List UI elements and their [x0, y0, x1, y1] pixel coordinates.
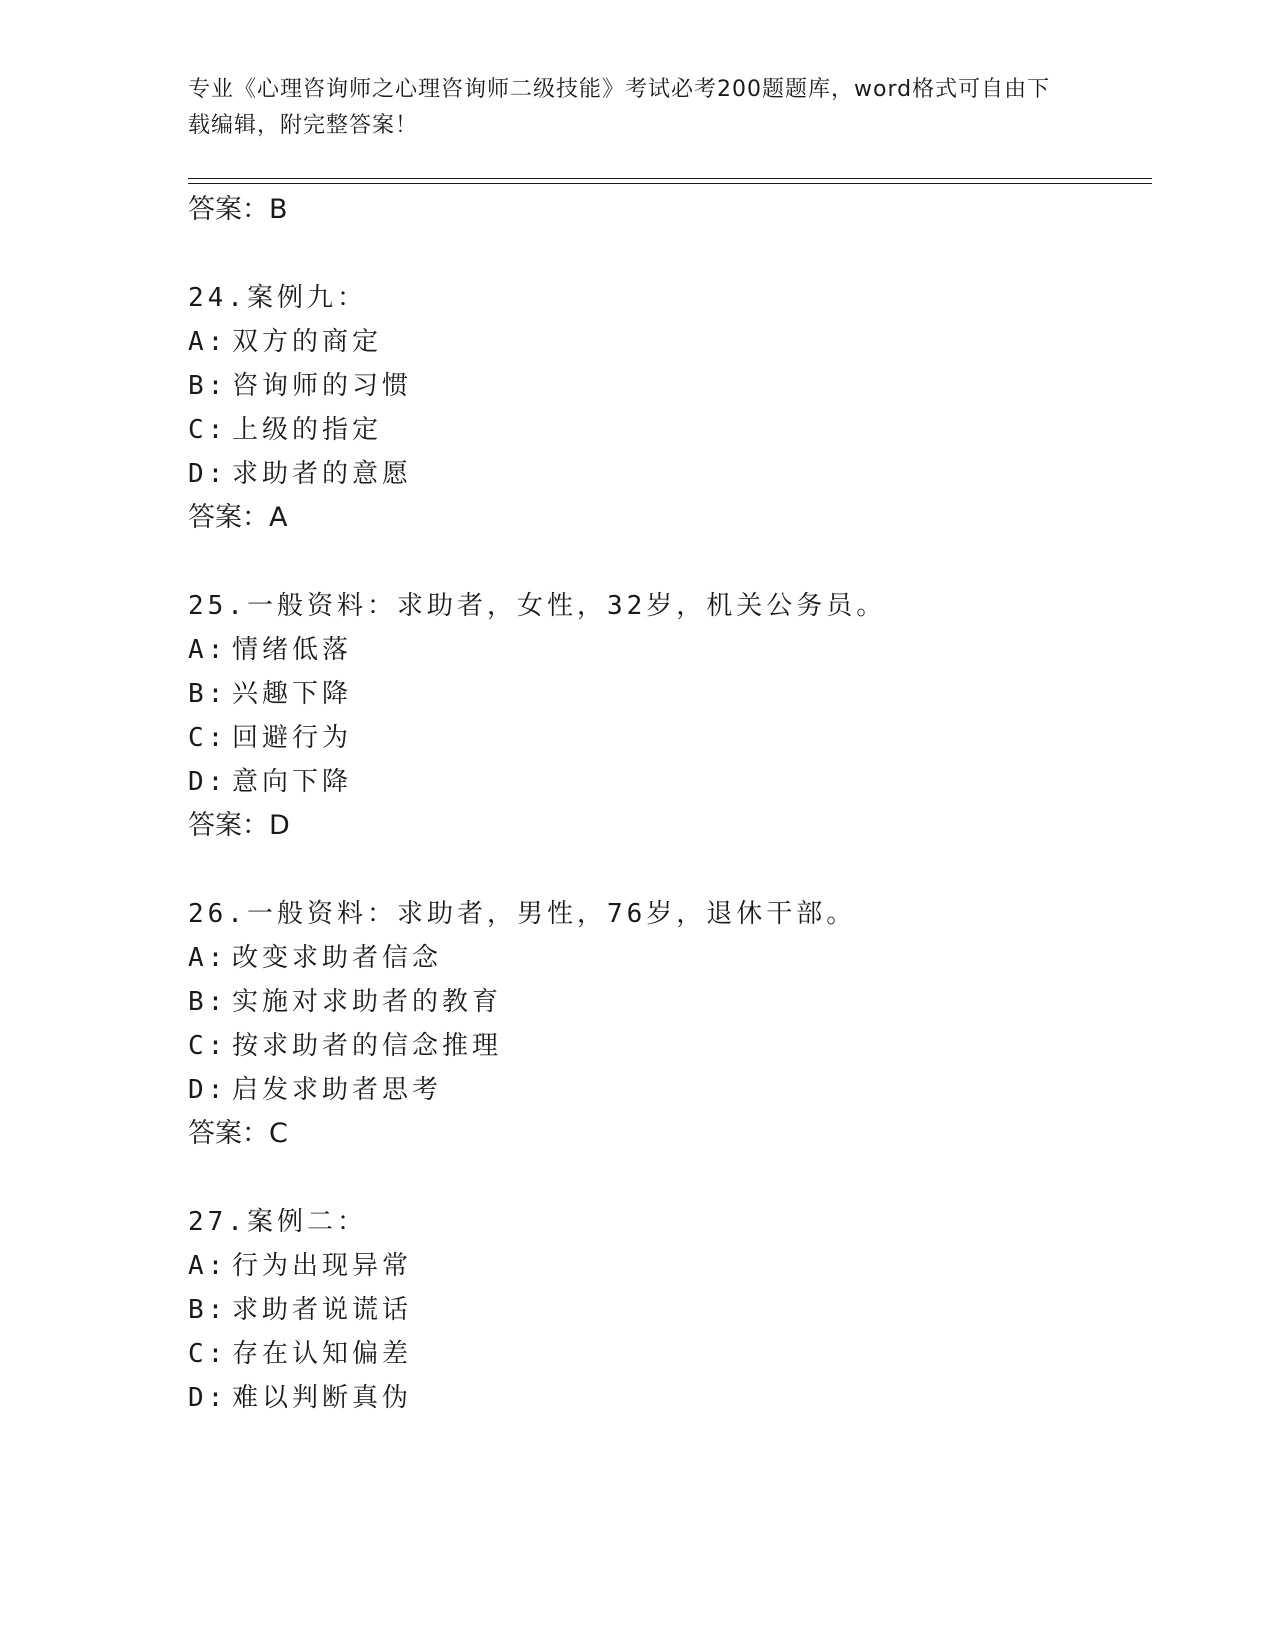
option-letter: B:: [188, 371, 228, 401]
option-c: [188, 410, 382, 450]
option-text: 启发求助者思考: [232, 1075, 443, 1105]
option-text: 行为出现异常: [232, 1251, 413, 1281]
option-text: 按求助者的信念推理: [232, 1031, 503, 1061]
option-letter: C:: [188, 1031, 228, 1061]
option-letter: A:: [188, 327, 228, 357]
question-title: 27.案例二：: [188, 1207, 367, 1237]
answer-line: 答案：D: [188, 810, 290, 841]
option-text: 双方的商定: [232, 327, 383, 357]
option-letter: C:: [188, 1339, 228, 1369]
option-b: [188, 1290, 412, 1330]
question-title: 25.一般资料：求助者，女性，32岁，机关公务员。: [188, 591, 887, 621]
option-letter: C:: [188, 415, 228, 445]
option-a: [188, 938, 442, 978]
option-letter: A:: [188, 635, 228, 665]
option-letter: D:: [188, 1383, 228, 1413]
option-c: [188, 1334, 412, 1374]
option-d: [188, 1378, 412, 1418]
option-text: 实施对求助者的教育: [232, 987, 503, 1017]
option-d: [188, 454, 412, 494]
option-a: [188, 322, 382, 362]
header-rule-bottom: [188, 183, 1152, 184]
option-d: [188, 762, 352, 802]
option-letter: A:: [188, 943, 228, 973]
option-text: 求助者说谎话: [232, 1295, 413, 1325]
option-a: [188, 1246, 412, 1286]
option-text: 回避行为: [232, 723, 353, 753]
option-letter: C:: [188, 723, 228, 753]
option-letter: D:: [188, 459, 228, 489]
option-text: 求助者的意愿: [232, 459, 413, 489]
option-text: 难以判断真伪: [232, 1383, 413, 1413]
answer-line: 答案：B: [188, 194, 288, 225]
question-title: 26.一般资料：求助者，男性，76岁，退休干部。: [188, 899, 857, 929]
option-b: [188, 982, 502, 1022]
option-text: 上级的指定: [232, 415, 383, 445]
option-d: [188, 1070, 442, 1110]
question-title: 24.案例九：: [188, 283, 367, 313]
option-b: [188, 674, 352, 714]
answer-line: 答案：C: [188, 1118, 288, 1149]
option-text: 改变求助者信念: [232, 943, 443, 973]
option-text: 情绪低落: [232, 635, 353, 665]
option-text: 意向下降: [232, 767, 353, 797]
option-text: 咨询师的习惯: [232, 371, 413, 401]
option-a: [188, 630, 352, 670]
option-letter: A:: [188, 1251, 228, 1281]
option-letter: D:: [188, 767, 228, 797]
option-c: [188, 1026, 502, 1066]
option-letter: D:: [188, 1075, 228, 1105]
option-letter: B:: [188, 987, 228, 1017]
option-c: [188, 718, 352, 758]
option-b: [188, 366, 412, 406]
option-letter: B:: [188, 1295, 228, 1325]
option-text: 存在认知偏差: [232, 1339, 413, 1369]
document-header: 专业《心理咨询师之心理咨询师二级技能》考试必考200题题库，word格式可自由下载编辑，附完整答案！: [188, 77, 1051, 138]
option-letter: B:: [188, 679, 228, 709]
answer-line: 答案：A: [188, 502, 288, 533]
header-rule-top: [188, 178, 1152, 179]
option-text: 兴趣下降: [232, 679, 353, 709]
